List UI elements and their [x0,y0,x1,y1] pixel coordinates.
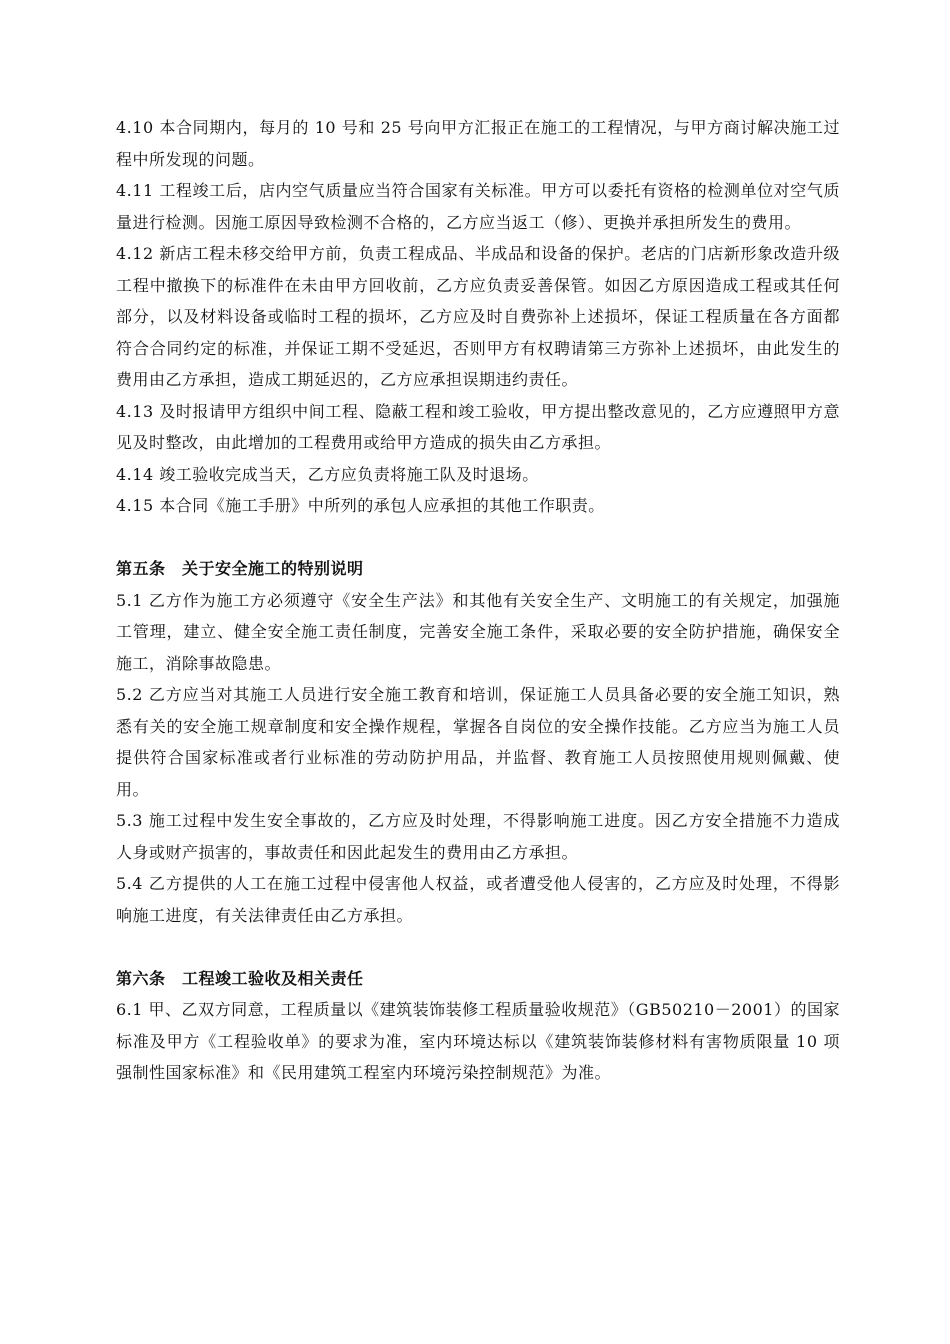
article-5-heading: 第五条 关于安全施工的特别说明 [116,559,364,578]
clause-4-11: 4.11 工程竣工后，店内空气质量应当符合国家有关标准。甲方可以委托有资格的检测单位对空气质量进行检测。因施工原因导致检测不合格的，乙方应当返工（修）、更换并承担所发生的费用。 [116,181,840,232]
clause-5-3: 5.3 施工过程中发生安全事故的，乙方应及时处理，不得影响施工进度。因乙方安全措施不力造成人身或财产损害的，事故责任和因此起发生的费用由乙方承担。 [116,811,840,862]
clause-5-2: 5.2 乙方应当对其施工人员进行安全施工教育和培训，保证施工人员具备必要的安全施工知识，熟悉有关的安全施工规章制度和安全操作规程，掌握各自岗位的安全操作技能。乙方应当为施工人员提供符合国家标准或者行业标准的劳动防护用品，并监督、教育施工人员按照使用规则佩戴、使用。 [116,685,840,799]
clause-4-12: 4.12 新店工程未移交给甲方前，负责工程成品、半成品和设备的保护。老店的门店新形象改造升级工程中撤换下的标准件在未由甲方回收前，乙方应负责妥善保管。如因乙方原因造成工程或其任何部分，以及材料设备或临时工程的损坏，乙方应及时自费弥补上述损坏，保证工程质量在各方面都符合合同约定的标准，并保证工期不受延迟，否则甲方有权聘请第三方弥补上述损坏，由此发生的费用由乙方承担，造成工期延迟的，乙方应承担误期违约责任。 [116,244,840,389]
section-spacer [116,522,840,554]
clause-5-4: 5.4 乙方提供的人工在施工过程中侵害他人权益，或者遭受他人侵害的，乙方应及时处理，不得影响施工进度，有关法律责任由乙方承担。 [116,874,840,925]
clause-4-13: 4.13 及时报请甲方组织中间工程、隐蔽工程和竣工验收，甲方提出整改意见的，乙方应遵照甲方意见及时整改，由此增加的工程费用或给甲方造成的损失由乙方承担。 [116,401,840,452]
article-6-heading: 第六条 工程竣工验收及相关责任 [116,968,364,988]
clause-4-10: 4.10 本合同期内，每月的 10 号和 25 号向甲方汇报正在施工的工程情况，与甲方商讨解决施工过程中所发现的问题。 [116,118,840,169]
clause-6-1: 6.1 甲、乙双方同意，工程质量以《建筑装饰装修工程质量验收规范》（GB50210－2001）的国家标准及甲方《工程验收单》的要求为准，室内环境达标以《建筑装饰装修材料有害物质限量 10 项强制性国家标准》和《民用建筑工程室内环境污染控制规范》为准。 [116,1000,840,1082]
clause-4-14: 4.14 竣工验收完成当天，乙方应负责将施工队及时退场。 [116,464,539,484]
document-page [116,112,840,1089]
clause-4-15: 4.15 本合同《施工手册》中所列的承包人应承担的其他工作职责。 [116,496,605,515]
clause-5-1: 5.1 乙方作为施工方必须遵守《安全生产法》和其他有关安全生产、文明施工的有关规定，加强施工管理，建立、健全安全施工责任制度，完善安全施工条件，采取必要的安全防护措施，确保安全施工，消除事故隐患。 [116,590,840,673]
section-spacer [116,931,840,963]
